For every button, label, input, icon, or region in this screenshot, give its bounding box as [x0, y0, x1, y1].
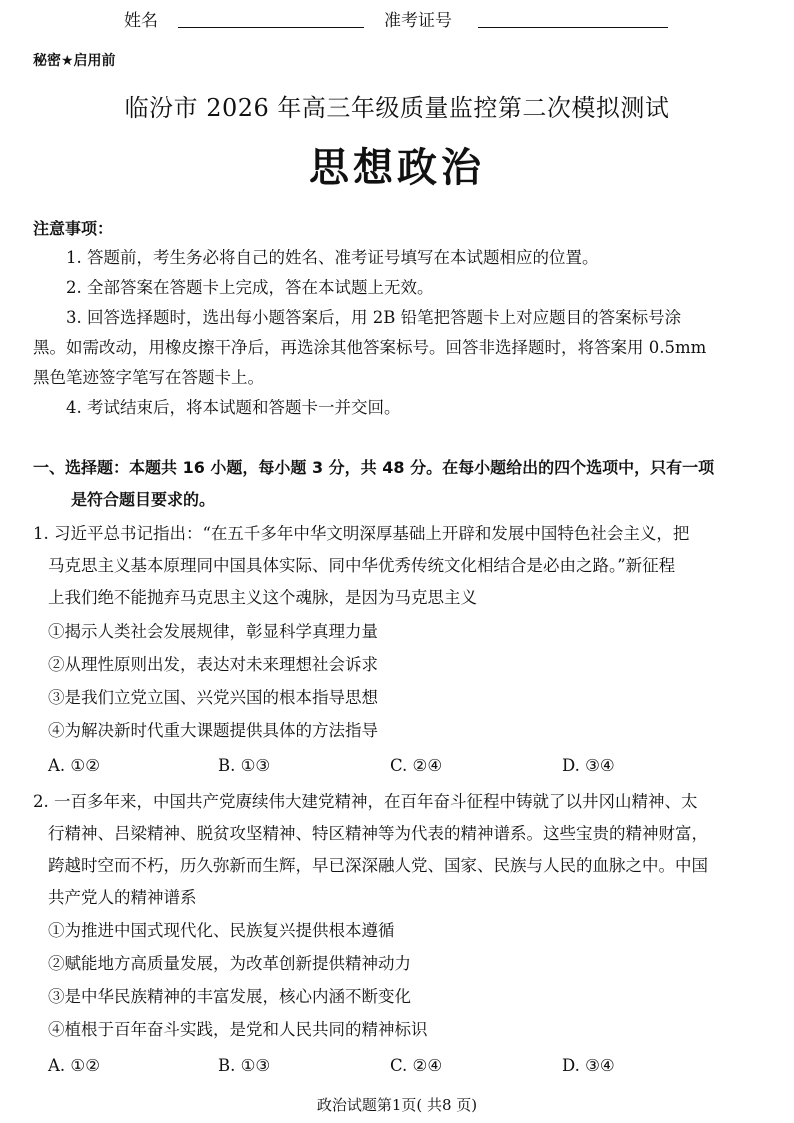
- question-item: ①揭示人类社会发展规律，彰显科学真理力量: [48, 622, 378, 641]
- section-heading-cont: 是符合题目要求的。: [71, 490, 216, 509]
- note-line: 黑色笔迹签字笔写在答题卡上。: [33, 368, 264, 387]
- question-item: ④植根于百年奋斗实践，是党和人民共同的精神标识: [48, 1020, 428, 1039]
- answer-options: [48, 752, 748, 780]
- option-b: B. ①③: [218, 756, 271, 775]
- question-item: ③是中华民族精神的丰富发展，核心内涵不断变化: [48, 987, 411, 1006]
- question-stem-line: 1. 习近平总书记指出：“在五千多年中华文明深厚基础上开辟和发展中国特色社会主义，把: [33, 524, 690, 543]
- question-stem-line: 2. 一百多年来，中国共产党赓续伟大建党精神，在百年奋斗征程中铸就了以井冈山精神、太: [33, 792, 698, 811]
- exam-id-label: 准考证号: [384, 11, 452, 31]
- note-line: 3. 回答选择题时，选出每小题答案后，用 2B 铅笔把答题卡上对应题目的答案标号涂: [66, 308, 682, 327]
- question-stem-line: 跨越时空而不朽，历久弥新而生辉，早已深深融人党、国家、民族与人民的血脉之中。中国: [48, 856, 708, 875]
- question-stem-line: 行精神、吕梁精神、脱贫攻坚精神、特区精神等为代表的精神谱系。这些宝贵的精神财富，: [48, 824, 708, 843]
- exam-id-blank: [478, 27, 668, 28]
- note-line: 2. 全部答案在答题卡上完成，答在本试题上无效。: [66, 278, 434, 297]
- name-label: 姓名: [124, 11, 158, 31]
- option-a: A. ①②: [48, 756, 100, 775]
- answer-options: [48, 1052, 748, 1080]
- question-item: ②从理性原则出发，表达对未来理想社会诉求: [48, 655, 378, 674]
- page-footer: 政治试题第1页( 共8 页): [316, 1096, 478, 1114]
- option-c: C. ②④: [390, 1056, 443, 1075]
- note-line: 4. 考试结束后，将本试题和答题卡一并交回。: [66, 398, 401, 417]
- question-stem-line: 马克思主义基本原理同中国具体实际、同中华优秀传统文化相结合是必由之路。”新征程: [48, 556, 676, 575]
- question-item: ④为解决新时代重大课题提供具体的方法指导: [48, 721, 378, 740]
- secret-mark: 秘密★启用前: [33, 53, 116, 69]
- question-stem-line: 共产党人的精神谱系: [48, 888, 197, 907]
- question-item: ②赋能地方高质量发展，为改革创新提供精神动力: [48, 954, 411, 973]
- option-d: D. ③④: [562, 756, 615, 775]
- note-line: 1. 答题前，考生务必将自己的姓名、准考证号填写在本试题相应的位置。: [66, 248, 599, 267]
- option-a: A. ①②: [48, 1056, 100, 1075]
- question-item: ③是我们立党立国、兴党兴国的根本指导思想: [48, 688, 378, 707]
- subject-title: 思想政治: [309, 145, 485, 191]
- notes-heading: 注意事项：: [33, 219, 114, 238]
- question-item: ①为推进中国式现代化、民族复兴提供根本遵循: [48, 921, 395, 940]
- option-c: C. ②④: [390, 756, 443, 775]
- exam-title: 临汾市 2026 年高三年级质量监控第二次模拟测试: [124, 94, 670, 122]
- option-d: D. ③④: [562, 1056, 615, 1075]
- name-blank: [178, 27, 364, 28]
- note-line: 黑。如需改动，用橡皮擦干净后，再选涂其他答案标号。回答非选择题时，将答案用 0.5mm: [33, 338, 707, 357]
- candidate-fields: [0, 6, 794, 30]
- option-b: B. ①③: [218, 1056, 271, 1075]
- question-stem-line: 上我们绝不能抛弃马克思主义这个魂脉，是因为马克思主义: [48, 588, 477, 607]
- section-heading: 一、选择题：本题共 16 小题，每小题 3 分，共 48 分。在每小题给出的四个选项中，只有一项: [33, 458, 715, 477]
